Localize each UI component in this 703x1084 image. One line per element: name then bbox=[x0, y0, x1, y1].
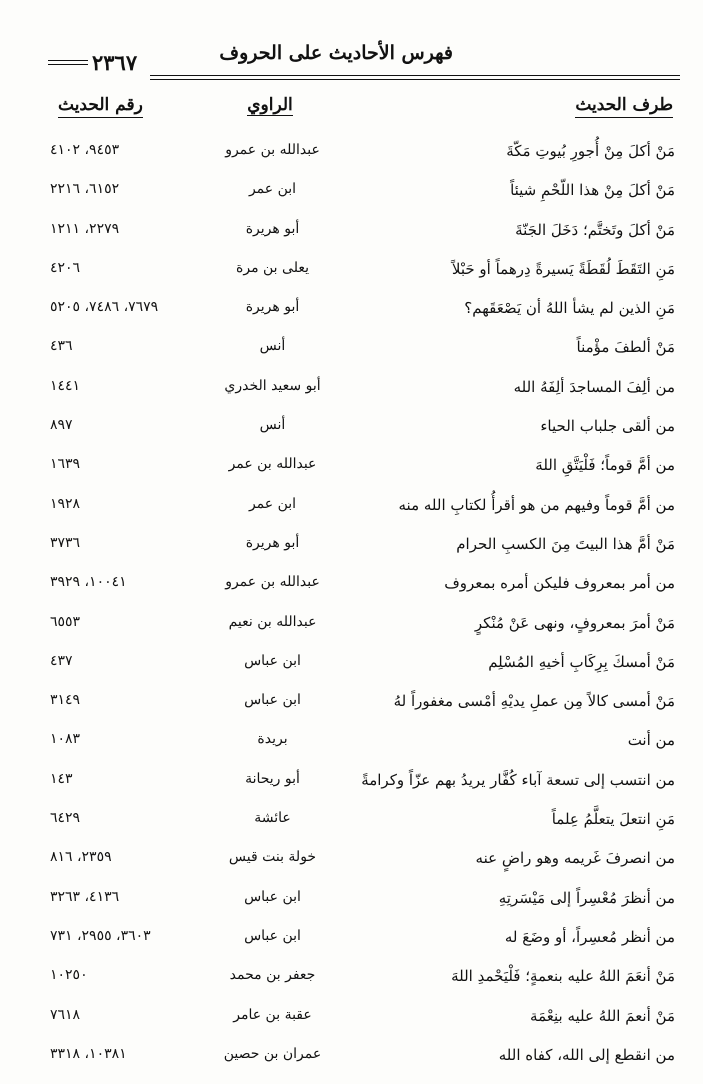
table-row bbox=[0, 177, 703, 216]
narrator-name: يعلى بن مرة bbox=[236, 259, 309, 276]
narrator-name: أبو هريرة bbox=[245, 220, 300, 237]
table-row bbox=[0, 492, 703, 531]
hadith-text: مَنْ أنعمَ اللهُ عليه بنِعْمَة bbox=[530, 1006, 675, 1025]
narrator-name: عبدالله بن عمر bbox=[228, 456, 317, 473]
table-row bbox=[0, 531, 703, 570]
table-row bbox=[0, 413, 703, 452]
hadith-number: ٧٦١٨ bbox=[50, 1006, 81, 1023]
table-row bbox=[0, 727, 703, 766]
narrator-name: عمران بن حصين bbox=[223, 1045, 322, 1062]
narrator-name: ابن عباس bbox=[244, 888, 301, 905]
table-row bbox=[0, 845, 703, 884]
hadith-text: من أنت bbox=[627, 731, 675, 750]
hadith-number: ١٩٢٨ bbox=[50, 495, 81, 512]
table-row bbox=[0, 138, 703, 177]
narrator-name: ابن عباس bbox=[244, 652, 301, 669]
hadith-number: ٤١٣٦، ٣٢٦٣ bbox=[50, 888, 120, 905]
narrator-name: أنس bbox=[259, 417, 286, 434]
hadith-text: مَنْ أمرَ بمعروفٍ، ونهى عَنْ مُنْكرٍ bbox=[474, 613, 675, 632]
hadith-number: ٩٤٥٣، ٤١٠٢ bbox=[50, 142, 120, 158]
hadith-text: من ألِفَ المساجدَ ألِفَهُ الله bbox=[513, 377, 675, 396]
table-row bbox=[0, 963, 703, 1002]
table-row bbox=[0, 688, 703, 727]
table-row bbox=[0, 570, 703, 609]
narrator-name: جعفر بن محمد bbox=[229, 967, 316, 984]
hadith-number: ٧٦٧٩، ٧٤٨٦، ٥٢٠٥ bbox=[50, 299, 159, 316]
hadith-number: ٤٣٦ bbox=[50, 338, 73, 355]
hadith-number: ٢٢٧٩، ١٢١١ bbox=[50, 220, 120, 237]
hadith-text: من انتسب إلى تسعة آباء كُفَّار يريدُ بهم عزّاً وكرامةً bbox=[361, 770, 675, 789]
table-row bbox=[0, 649, 703, 688]
hadith-text: مَنِ انتعلَ يتعلَّمُ عِلماً bbox=[551, 810, 675, 829]
table-row bbox=[0, 924, 703, 963]
hadith-number: ١٠٢٥٠ bbox=[50, 967, 88, 984]
table-row bbox=[0, 767, 703, 806]
header-rule-short bbox=[48, 60, 88, 65]
hadith-number: ١٠٨٣ bbox=[50, 731, 81, 748]
narrator-name: أبو هريرة bbox=[245, 299, 300, 316]
column-headers bbox=[0, 95, 703, 131]
hadith-number: ١٠٠٤١، ٣٩٢٩ bbox=[50, 574, 127, 591]
narrator-name: ابن عباس bbox=[244, 692, 301, 709]
hadith-text: من ألقى جلباب الحياء bbox=[540, 417, 675, 436]
hadith-number: ٤٢٠٦ bbox=[50, 259, 81, 276]
table-row bbox=[0, 610, 703, 649]
page-title: فهرس الأحاديث على الحروف bbox=[219, 42, 453, 64]
table-row bbox=[0, 806, 703, 845]
narrator-name: أبو هريرة bbox=[245, 534, 300, 551]
hadith-number: ٣١٤٩ bbox=[50, 692, 81, 709]
hadith-number: ١٤٣ bbox=[50, 770, 73, 787]
hadith-text: من أمَّ قوماً وفيهم من هو أقرأُ لكتابِ الله منه bbox=[398, 495, 675, 514]
narrator-name: أبو سعيد الخدري bbox=[224, 377, 321, 394]
hadith-number: ٦١٥٢، ٢٢١٦ bbox=[50, 181, 120, 198]
hadith-text: مَنْ أمسكَ بِرِكَابِ أخيهِ المُسْلِم bbox=[488, 652, 675, 671]
hadith-text: من أنظر مُعسِراً، أو وضَعَ له bbox=[504, 927, 675, 946]
hadith-text: مَنْ أكلَ مِنْ هذا اللّحْمِ شيئاً bbox=[510, 181, 675, 200]
narrator-name: عائشة bbox=[254, 810, 291, 827]
hadith-number: ٣٧٣٦ bbox=[50, 534, 81, 551]
narrator-name: أنس bbox=[259, 338, 286, 355]
table-row bbox=[0, 295, 703, 334]
narrator-name: أبو ريحانة bbox=[245, 770, 300, 787]
table-row bbox=[0, 334, 703, 373]
narrator-name: ابن عمر bbox=[248, 181, 297, 198]
hadith-number: ١٤٤١ bbox=[50, 377, 81, 394]
hadith-text: مَنْ أمَّ هذا البيتَ مِنَ الكسبِ الحرام bbox=[456, 534, 675, 553]
running-head bbox=[0, 38, 703, 78]
narrator-name: عبدالله بن نعيم bbox=[228, 613, 317, 630]
narrator-name: ابن عمر bbox=[248, 495, 297, 512]
column-header-narrator-label: الراوي bbox=[247, 95, 293, 115]
hadith-text: مَنْ أكلَ مِنْ أُجورِ بُيوتِ مَكّةَ bbox=[506, 142, 675, 160]
narrator-name: ابن عباس bbox=[244, 927, 301, 944]
hadith-number: ١٠٣٨١، ٣٣١٨ bbox=[50, 1045, 127, 1062]
hadith-text: من انصرفَ غَريمه وهو راضٍ عنه bbox=[475, 849, 675, 868]
column-header-hadith: طرف الحديث bbox=[575, 95, 673, 118]
hadith-text: من أمَّ قوماً؛ فَلْيَتَّقِ اللهَ bbox=[535, 456, 675, 475]
narrator-name: بريدة bbox=[257, 731, 288, 748]
table-row bbox=[0, 256, 703, 295]
column-header-narrator bbox=[220, 95, 320, 117]
hadith-text: مَنِ التَقَطَ لُقَطَةً يَسيرةً دِرهماً أو حَبْلاً bbox=[451, 259, 675, 278]
hadith-text: من أنظرَ مُعْسِراً إلى مَيْسَرتِهِ bbox=[498, 888, 675, 907]
hadith-text: مَنْ أنعَمَ اللهُ عليه بنعمةٍ؛ فَلْيَحْمدِ اللهَ bbox=[451, 967, 675, 986]
narrator-name: عقبة بن عامر bbox=[233, 1006, 312, 1023]
table-row bbox=[0, 374, 703, 413]
table-row bbox=[0, 1003, 703, 1042]
table-row bbox=[0, 452, 703, 491]
page-number: ٢٣٦٧ bbox=[92, 50, 138, 75]
hadith-number: ١٦٣٩ bbox=[50, 456, 81, 473]
hadith-number: ٣٦٠٣، ٢٩٥٥، ٧٣١ bbox=[50, 927, 151, 944]
hadith-text: مَنْ أمسى كالاً مِن عملِ يديْهِ أمْسى مغفوراً لهُ bbox=[393, 692, 675, 711]
table-row bbox=[0, 885, 703, 924]
header-rule bbox=[150, 75, 680, 80]
column-header-number: رقم الحديث bbox=[58, 95, 143, 118]
hadith-number: ٦٤٢٩ bbox=[50, 810, 81, 827]
table-row bbox=[0, 217, 703, 256]
hadith-text: مَنِ الذين لم يشأ اللهُ أن يَصْعَقَهم؟ bbox=[464, 299, 675, 318]
narrator-name: عبدالله بن عمرو bbox=[225, 574, 320, 591]
table-row bbox=[0, 1042, 703, 1081]
hadith-index-table bbox=[0, 138, 703, 1081]
hadith-number: ٨٩٧ bbox=[50, 417, 73, 434]
hadith-text: مَنْ أكلَ وتَختَّم؛ دَخَلَ الجَنّةَ bbox=[515, 220, 675, 239]
narrator-name: عبدالله بن عمرو bbox=[225, 142, 320, 158]
hadith-text: من انقطع إلى الله، كفاه الله bbox=[498, 1045, 675, 1064]
hadith-text: من أمر بمعروف فليكن أمره بمعروف bbox=[444, 574, 675, 593]
hadith-number: ٢٣٥٩، ٨١٦ bbox=[50, 849, 112, 866]
hadith-number: ٦٥٥٣ bbox=[50, 613, 81, 630]
hadith-number: ٤٣٧ bbox=[50, 652, 73, 669]
hadith-text: مَنْ ألطفَ مؤْمناً bbox=[576, 338, 675, 357]
narrator-name: خولة بنت قيس bbox=[228, 849, 317, 866]
